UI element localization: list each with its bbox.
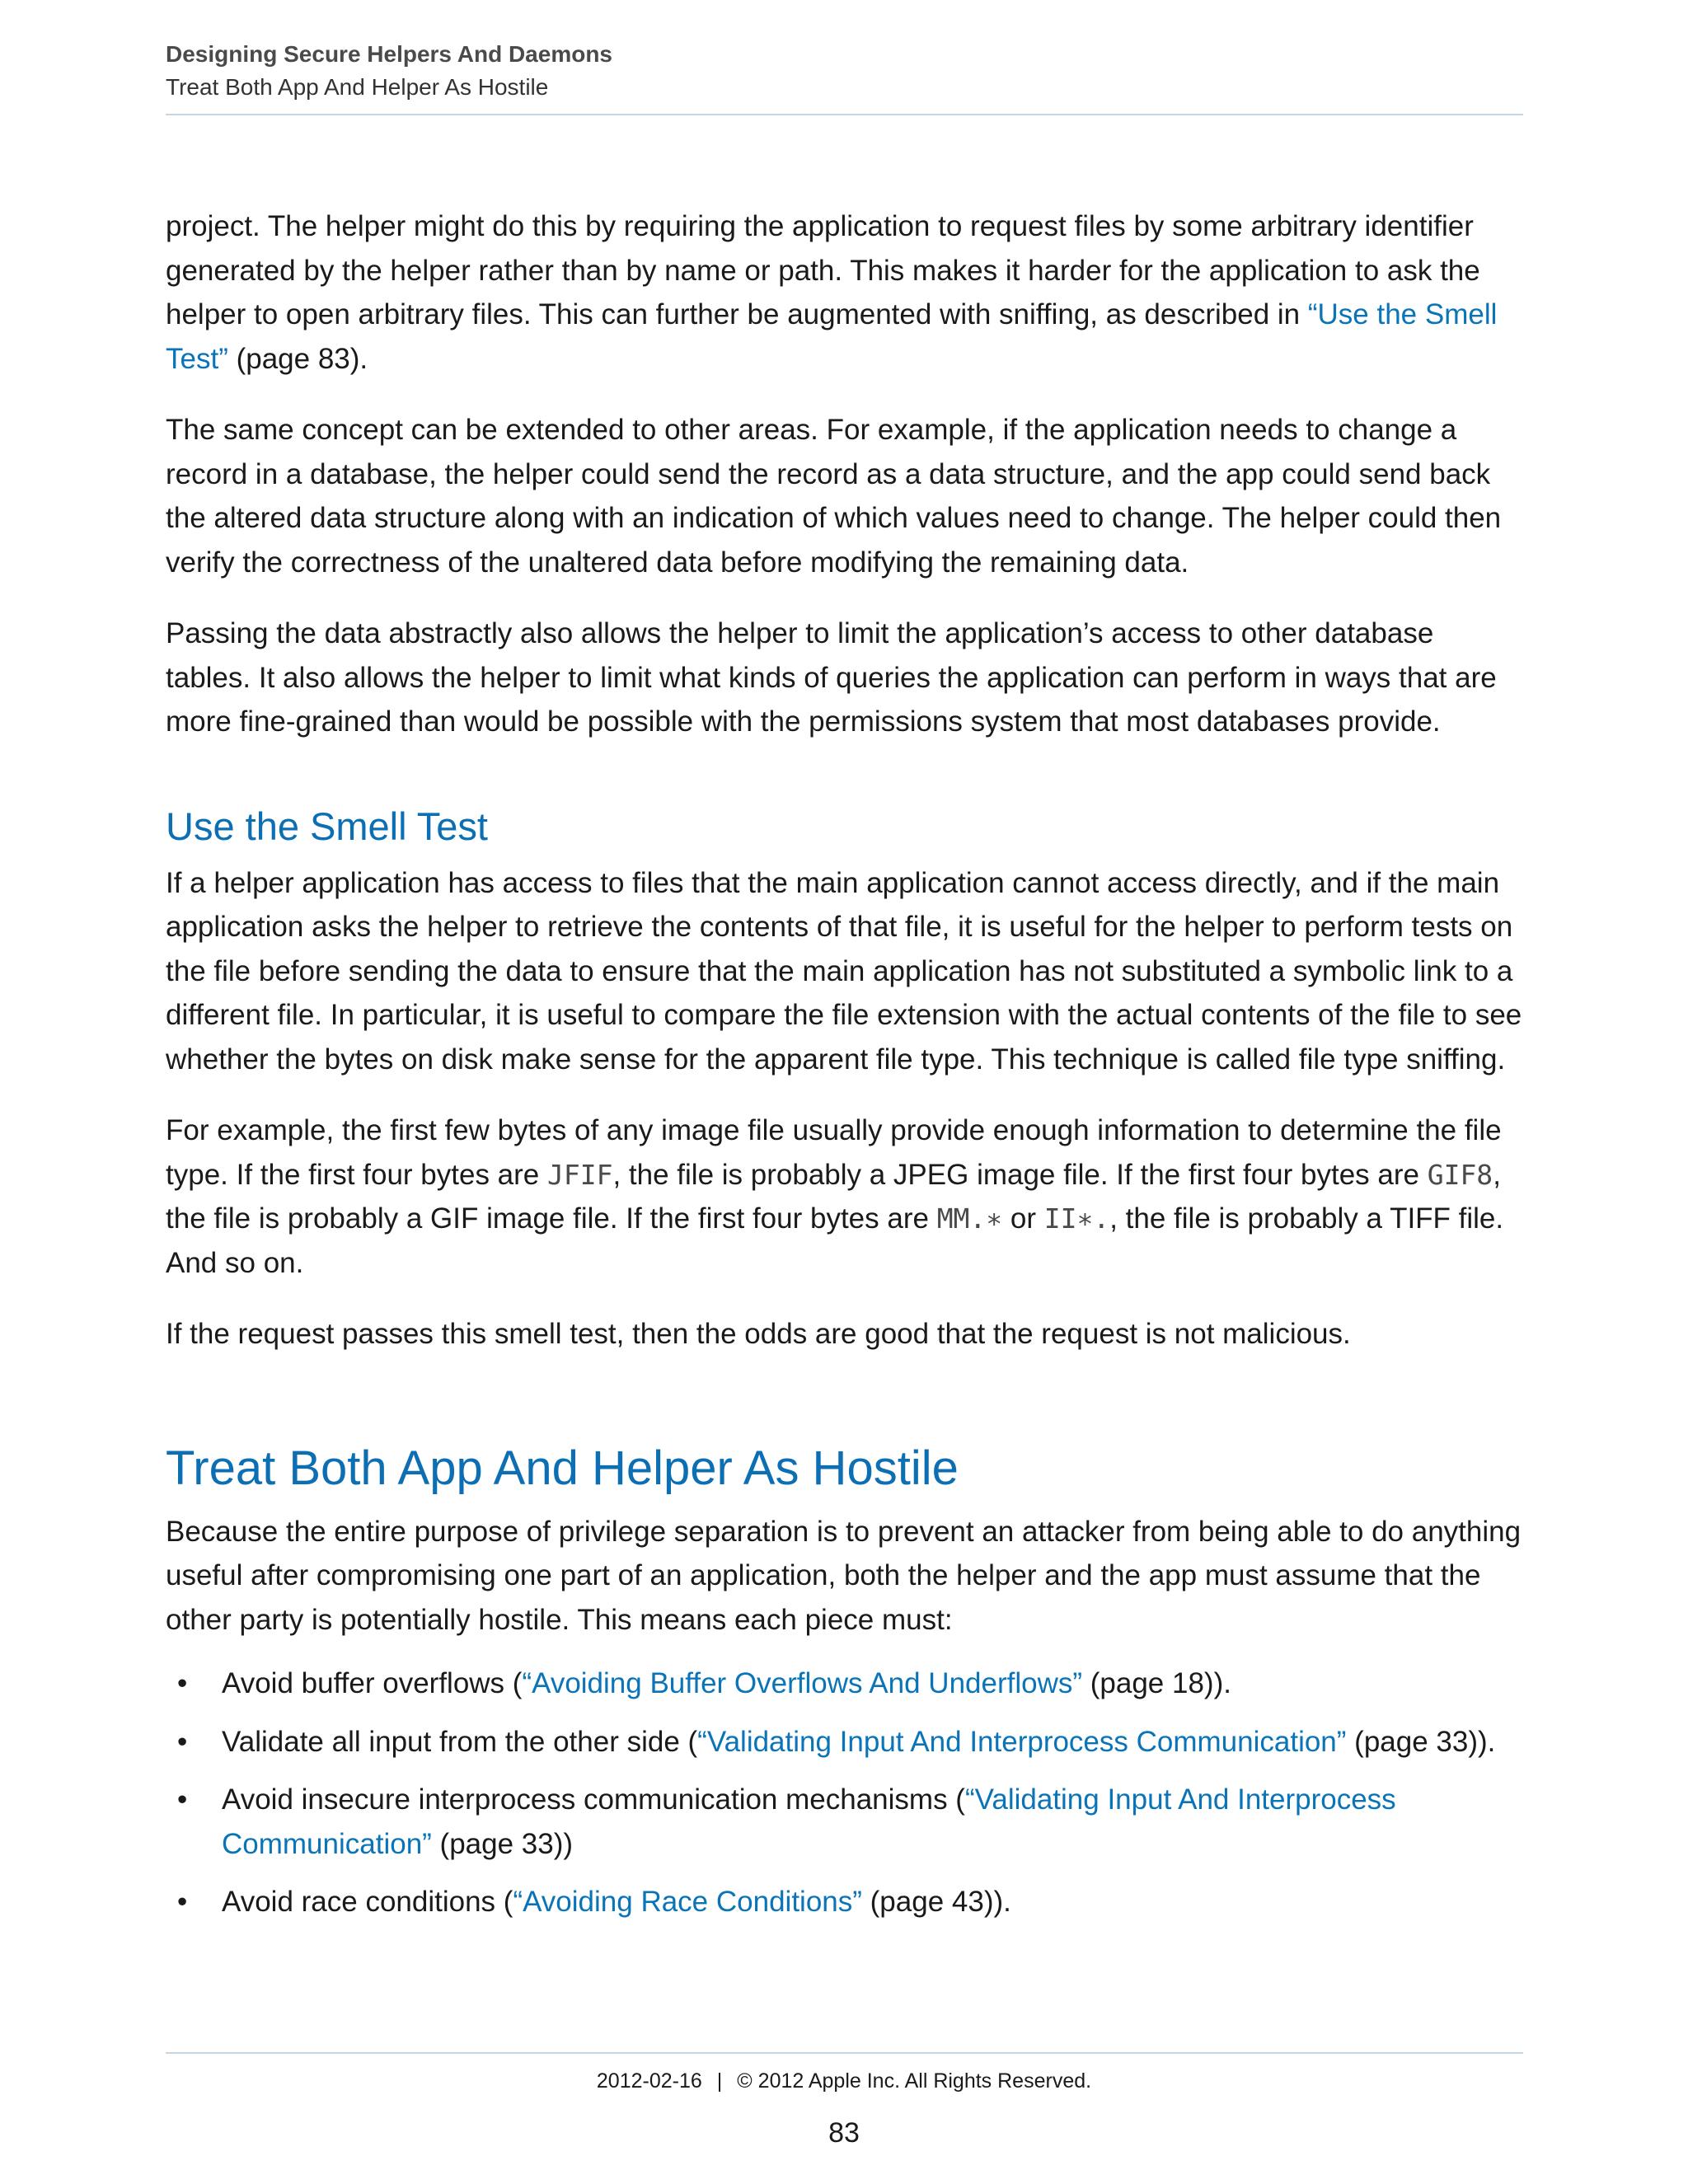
link-validating-input-ipc[interactable]: “Validating Input And Interprocess Communication” bbox=[222, 1783, 1396, 1860]
footer-date: 2012-02-16 bbox=[596, 2069, 702, 2093]
page-header bbox=[166, 38, 1523, 104]
paragraph-text: project. The helper might do this by requiring the application to request files by some arbitrary identifier generated by the helper rather than by name or path. This makes it harder for the application to ask the helper to open arbitrary files. This can further be augmented with sniffing, as described in bbox=[166, 210, 1480, 330]
paragraph-text: or bbox=[1002, 1202, 1044, 1235]
code-ii: II∗. bbox=[1043, 1202, 1110, 1235]
list-item-text: Avoid buffer overflows ( bbox=[222, 1667, 523, 1699]
heading-treat-both-hostile: Treat Both App And Helper As Hostile bbox=[166, 1441, 959, 1495]
code-mm: MM.∗ bbox=[936, 1202, 1003, 1235]
link-avoiding-race-conditions[interactable]: “Avoiding Race Conditions” bbox=[513, 1886, 862, 1918]
heading-use-the-smell-test: Use the Smell Test bbox=[166, 804, 488, 848]
header-section-title: Treat Both App And Helper As Hostile bbox=[166, 74, 549, 100]
list-item bbox=[166, 1880, 1523, 1924]
main-content bbox=[166, 204, 1523, 1938]
paragraph-smell-test-intro: If a helper application has access to files that the main application cannot access directly, and if the main application asks the helper to retrieve the contents of that file, it is useful for the helper to perform tests on the file before sending the data to ensure that the main application has not substituted a symbolic link to a different file. In particular, it is useful to compare the file extension with the actual contents of the file to see whether the bytes on disk make sense for the apparent file type. This technique is called file type sniffing. bbox=[166, 866, 1522, 1076]
list-item-text: Validate all input from the other side ( bbox=[222, 1725, 698, 1758]
paragraph-concept-extended: The same concept can be extended to other areas. For example, if the application needs to change a record in a database, the helper could send the record as a data structure, and the app could send back the altered data structure along with an indication of which values need to change. The helper could then verify the correctness of the unaltered data before modifying the remaining data. bbox=[166, 414, 1502, 579]
list-item bbox=[166, 1778, 1523, 1866]
paragraph-text: For example, the first few bytes of any image file usually provide enough information to determine the file type. If the first four bytes are bbox=[166, 1114, 1502, 1191]
paragraph-text: , the file is probably a GIF image file. If the first four bytes are bbox=[166, 1158, 1501, 1235]
paragraph-text: (page 83). bbox=[227, 342, 368, 375]
requirements-list bbox=[166, 1661, 1523, 1924]
list-item bbox=[166, 1720, 1523, 1765]
paragraph-smell-test-pass: If the request passes this smell test, then the odds are good that the request is not malicious. bbox=[166, 1318, 1351, 1350]
paragraph-file-bytes-example bbox=[166, 1108, 1523, 1285]
page-footer bbox=[0, 2066, 1688, 2096]
list-item-text: (page 33)) bbox=[431, 1827, 574, 1860]
paragraph-text: , the file is probably a JPEG image file. If the first four bytes are bbox=[612, 1158, 1428, 1191]
list-item-text: Avoid insecure interprocess communication mechanisms ( bbox=[222, 1783, 965, 1816]
paragraph-hostile-intro: Because the entire purpose of privilege separation is to prevent an attacker from being able to do anything useful after compromising one part of an application, both the helper and the app must assume that the other party is potentially hostile. This means each piece must: bbox=[166, 1515, 1522, 1636]
paragraph-continuation bbox=[166, 204, 1523, 381]
code-gif8: GIF8 bbox=[1427, 1158, 1493, 1191]
list-item bbox=[166, 1661, 1523, 1706]
bullet-icon: • bbox=[177, 1667, 188, 1699]
paragraph-passing-data: Passing the data abstractly also allows the helper to limit the application’s access to other database tables. It also allows the helper to limit what kinds of queries the application can perform in ways that are more fine-grained than would be possible with the permissions system that most databases provide. bbox=[166, 617, 1497, 738]
list-item-text: (page 33)). bbox=[1346, 1725, 1496, 1758]
header-divider bbox=[166, 114, 1523, 115]
list-item-text: Avoid race conditions ( bbox=[222, 1886, 513, 1918]
page-number: 83 bbox=[828, 2117, 860, 2149]
bullet-icon: • bbox=[177, 1783, 188, 1816]
bullet-icon: • bbox=[177, 1725, 188, 1758]
footer-divider bbox=[166, 2052, 1523, 2054]
footer-separator: | bbox=[716, 2069, 723, 2093]
code-jfif: JFIF bbox=[546, 1158, 613, 1191]
paragraph-text: , the file is probably a TIFF file. And so on. bbox=[166, 1202, 1504, 1279]
footer-copyright: © 2012 Apple Inc. All Rights Reserved. bbox=[737, 2069, 1092, 2093]
list-item-text: (page 18)). bbox=[1082, 1667, 1231, 1699]
header-chapter-title: Designing Secure Helpers And Daemons bbox=[166, 41, 612, 67]
link-use-the-smell-test[interactable]: “Use the Smell Test” bbox=[166, 298, 1498, 375]
link-validating-input[interactable]: “Validating Input And Interprocess Communication” bbox=[697, 1725, 1347, 1758]
list-item-text: (page 43)). bbox=[861, 1886, 1011, 1918]
bullet-icon: • bbox=[177, 1886, 188, 1918]
link-avoiding-buffer-overflows[interactable]: “Avoiding Buffer Overflows And Underflows” bbox=[522, 1667, 1083, 1699]
